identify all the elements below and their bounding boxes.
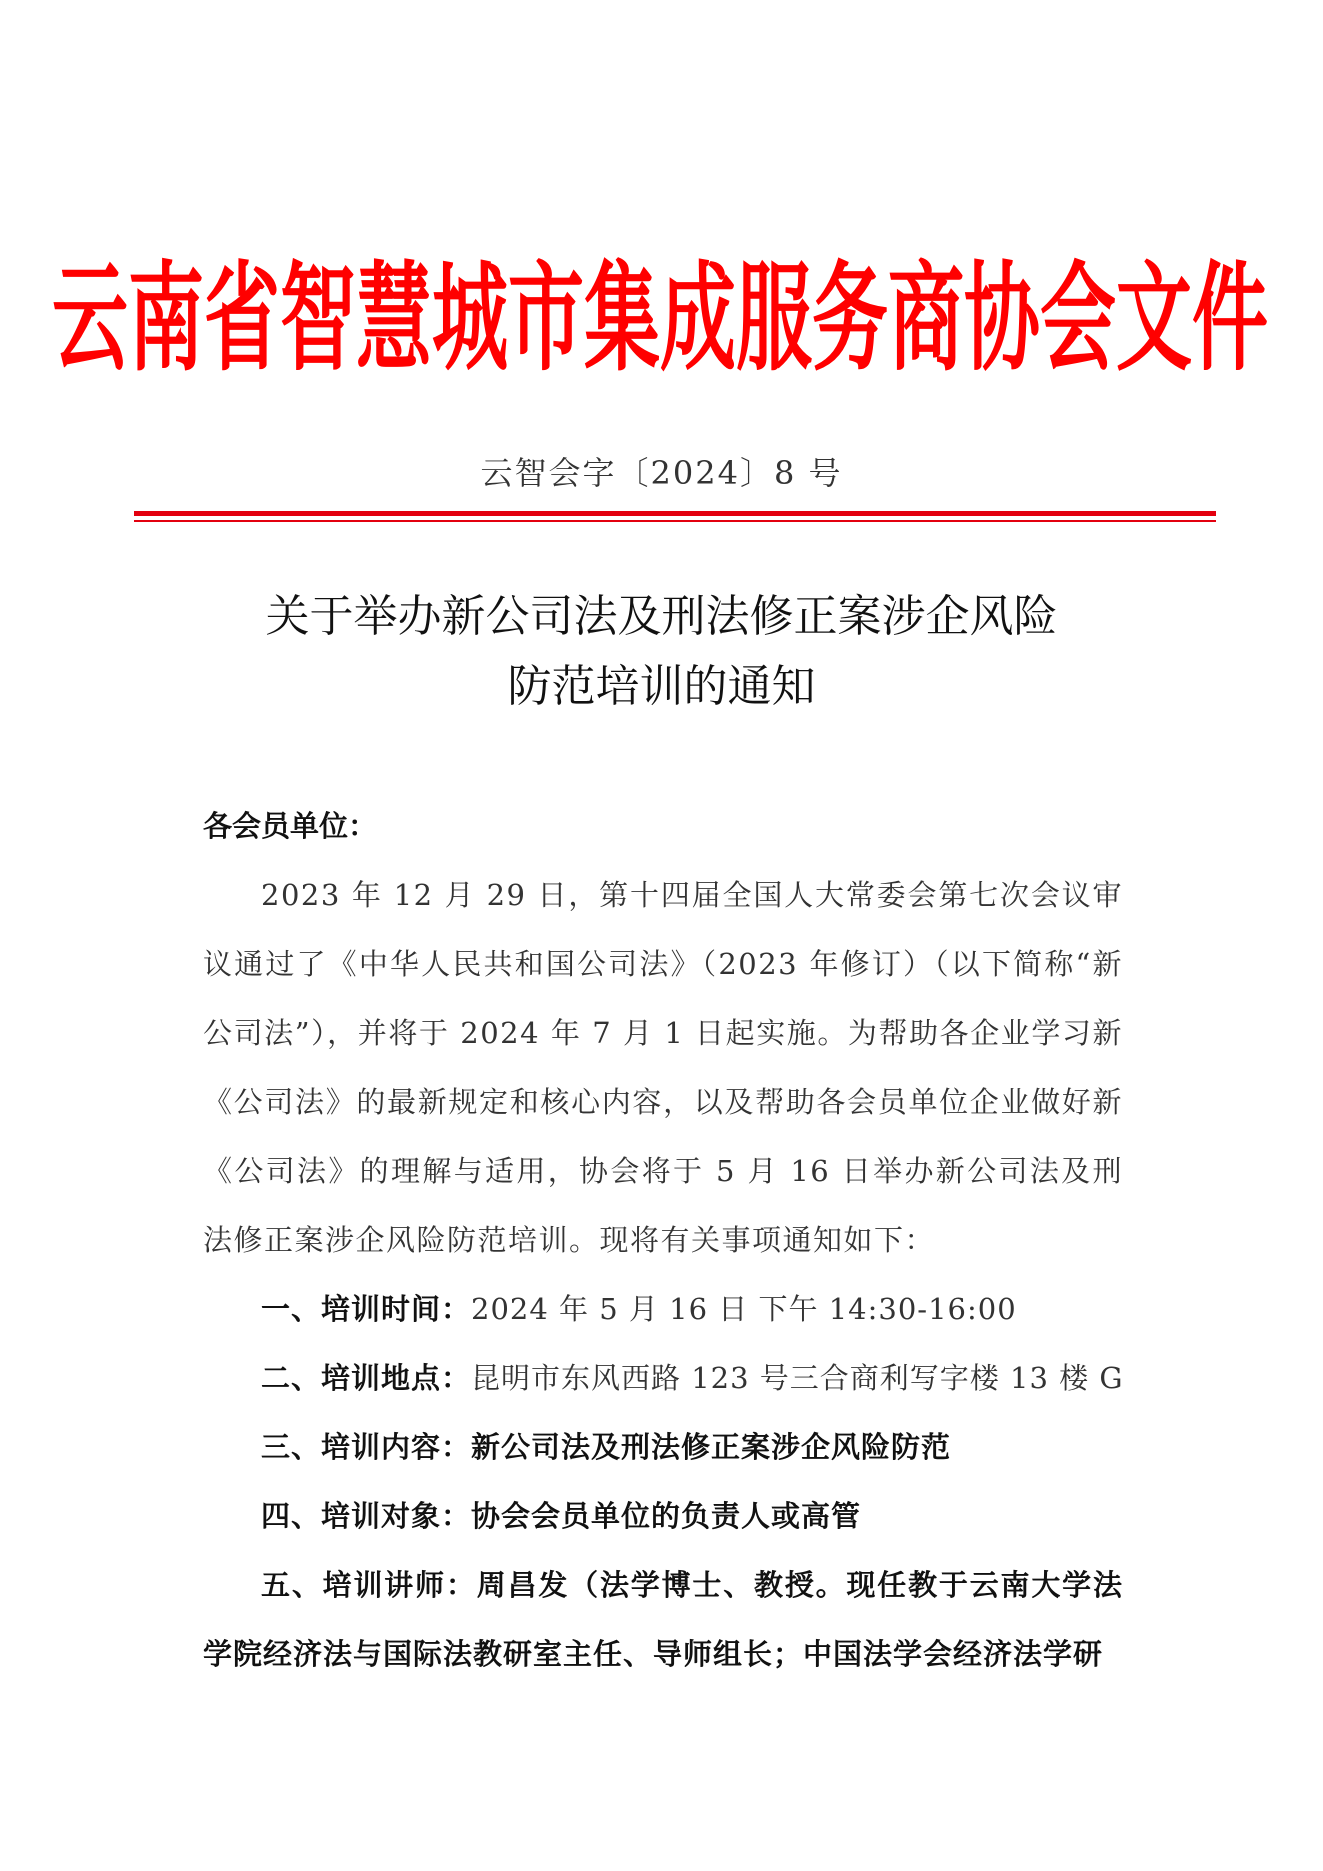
item-value: 协会会员单位的负责人或高管	[471, 1499, 862, 1533]
item-value: 新公司法及刑法修正案涉企风险防范	[471, 1430, 952, 1464]
notice-title-line-1: 关于举办新公司法及刑法修正案涉企风险	[265, 591, 1058, 642]
item-training-audience	[203, 1482, 1123, 1551]
item-value: 2024 年 5 月 16 日 下午 14:30-16:00	[471, 1292, 1017, 1326]
intro-paragraph: 2023 年 12 月 29 日，第十四届全国人大常委会第七次会议审议通过了《中华人民共和国公司法》（2023 年修订）（以下简称“新公司法”），并将于 2024 年 7 月 1 日起实施。为帮助各企业学习新《公司法》的最新规定和核心内容，以及帮助各会员单位企业做好新《公司法》的理解与适用，协会将于 5 月 16 日举办新公司法及刑法修正案涉企风险防范培训。现将有关事项通知如下：	[203, 878, 1123, 1257]
item-training-location	[203, 1344, 1123, 1413]
notice-body	[203, 792, 1123, 1689]
header-divider-thin	[134, 520, 1216, 522]
document-number: 云智会字〔2024〕8 号	[480, 454, 843, 492]
item-label: 一、培训时间：	[261, 1292, 472, 1326]
item-training-content	[203, 1413, 1123, 1482]
header-divider-thick	[134, 511, 1216, 516]
item-label: 五、培训讲师：	[261, 1568, 477, 1602]
org-document-header: 云南省智慧城市集成服务商协会文件	[52, 248, 1268, 387]
item-value: 昆明市东风西路 123 号三合商利写字楼 13 楼 G	[471, 1361, 1124, 1395]
item-value: 周昌发（法学博士、教授。现任教于云南大学法学院经济法与国际法教研室主任、导师组长；中国法学会经济法学研	[203, 1568, 1123, 1671]
item-training-time	[203, 1275, 1123, 1344]
notice-title	[150, 582, 1173, 722]
notice-title-line-2: 防范培训的通知	[507, 661, 816, 712]
item-label: 四、培训对象：	[261, 1499, 472, 1533]
item-label: 三、培训内容：	[261, 1430, 472, 1464]
item-label: 二、培训地点：	[261, 1361, 472, 1395]
item-training-lecturer	[203, 1551, 1123, 1689]
salutation: 各会员单位：	[203, 809, 378, 843]
